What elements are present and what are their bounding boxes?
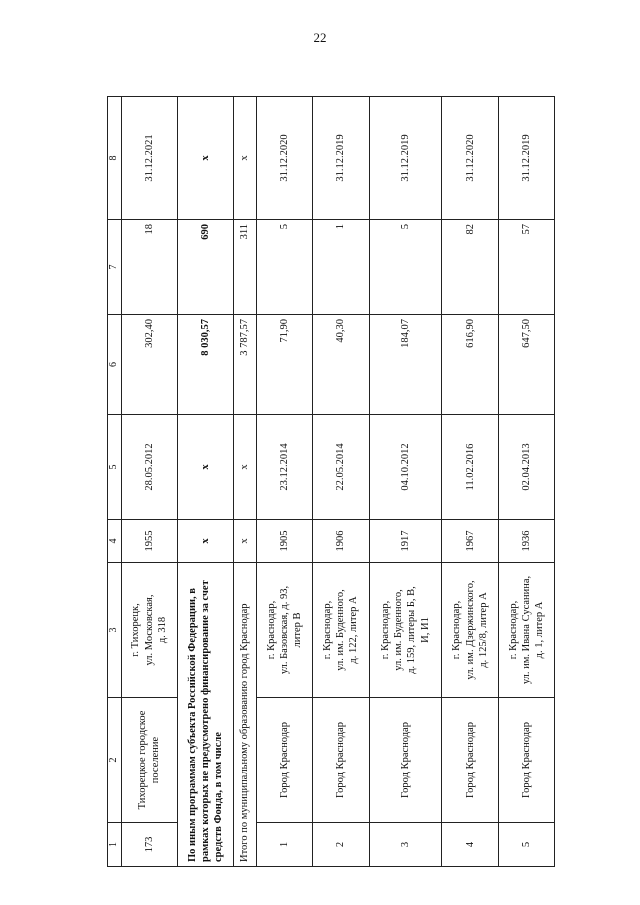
address-line: ул. им. Ивана Сусанина, [520, 575, 532, 685]
plan-date: 31.12.2020 [442, 97, 498, 220]
address-line: ул. Московская, [143, 594, 155, 666]
address-line: ул. им. Буденного, [335, 589, 347, 671]
address [369, 563, 442, 698]
table-container [107, 97, 555, 867]
address-line: литер В [292, 612, 304, 648]
row-number: 4 [442, 823, 498, 867]
table-row [369, 97, 442, 867]
area: 184,07 [369, 315, 442, 415]
plan-date: x [234, 97, 257, 220]
build-year: 1906 [313, 520, 369, 563]
address-line: ул. Базовская, д. 93, [279, 585, 291, 675]
area: 616,90 [442, 315, 498, 415]
area: 40,30 [313, 315, 369, 415]
address-line: д. 318 [156, 616, 168, 644]
area: 71,90 [257, 315, 313, 415]
header-cell: 3 [108, 563, 122, 698]
recognition-date: x [234, 415, 257, 520]
address-line: д. 125/8, литер А [477, 592, 489, 668]
people-count: 690 [177, 220, 233, 315]
area: 3 787,57 [234, 315, 257, 415]
address [498, 563, 554, 698]
header-cell: 4 [108, 520, 122, 563]
plan-date: 31.12.2019 [369, 97, 442, 220]
address-line: г. Краснодар, [507, 600, 519, 660]
plan-date: 31.12.2021 [121, 97, 177, 220]
address-line: г. Краснодар, [265, 600, 277, 660]
build-year: 1917 [369, 520, 442, 563]
row-number: 1 [257, 823, 313, 867]
area: 302,40 [121, 315, 177, 415]
header-cell: 6 [108, 315, 122, 415]
address-line: г. Краснодар, [322, 600, 334, 660]
build-year: 1955 [121, 520, 177, 563]
table-row [313, 97, 369, 867]
plan-date: 31.12.2020 [257, 97, 313, 220]
build-year: x [234, 520, 257, 563]
resettlement-table [107, 96, 555, 867]
row-number: 3 [369, 823, 442, 867]
build-year: 1905 [257, 520, 313, 563]
municipality: Город Краснодар [313, 698, 369, 823]
recognition-date: 02.04.2013 [498, 415, 554, 520]
address [257, 563, 313, 698]
area: 647,50 [498, 315, 554, 415]
people-count: 5 [369, 220, 442, 315]
people-count: 5 [257, 220, 313, 315]
plan-date: 31.12.2019 [313, 97, 369, 220]
header-cell: 5 [108, 415, 122, 520]
table-row [121, 97, 177, 867]
area: 8 030,57 [177, 315, 233, 415]
row-number: 2 [313, 823, 369, 867]
build-year: 1936 [498, 520, 554, 563]
municipality: Город Краснодар [257, 698, 313, 823]
recognition-date: 23.12.2014 [257, 415, 313, 520]
header-cell: 1 [108, 823, 122, 867]
recognition-date: x [177, 415, 233, 520]
address [121, 563, 177, 698]
section-title: По иным программам субъекта Российской Федерации, в рамках которых не предусмотрено финансирование за счет средств Фонда, в том числе [177, 563, 233, 867]
header-cell: 8 [108, 97, 122, 220]
recognition-date: 11.02.2016 [442, 415, 498, 520]
recognition-date: 04.10.2012 [369, 415, 442, 520]
recognition-date: 22.05.2014 [313, 415, 369, 520]
address-line: г. Краснодар, [451, 600, 463, 660]
municipality: Тихорецкое городское поселение [121, 698, 177, 823]
row-number: 173 [121, 823, 177, 867]
page-number: 22 [313, 30, 327, 45]
plan-date: x [177, 97, 233, 220]
header-row [108, 97, 122, 867]
build-year: 1967 [442, 520, 498, 563]
people-count: 57 [498, 220, 554, 315]
municipality: Город Краснодар [369, 698, 442, 823]
municipality: Город Краснодар [498, 698, 554, 823]
address-line: д. 122, литер А [348, 596, 360, 664]
header-cell: 2 [108, 698, 122, 823]
address-line: д. 1, литер А [533, 601, 545, 659]
table-row [498, 97, 554, 867]
subtotal-row [234, 97, 257, 867]
plan-date: 31.12.2019 [498, 97, 554, 220]
header-cell: 7 [108, 220, 122, 315]
address [442, 563, 498, 698]
rotated-table-frame [107, 97, 555, 867]
address [313, 563, 369, 698]
recognition-date: 28.05.2012 [121, 415, 177, 520]
people-count: 82 [442, 220, 498, 315]
table-row [442, 97, 498, 867]
address-line: ул. им. Дзержинского, [464, 580, 476, 680]
municipality: Город Краснодар [442, 698, 498, 823]
row-number: 5 [498, 823, 554, 867]
table-row [257, 97, 313, 867]
build-year: x [177, 520, 233, 563]
people-count: 311 [234, 220, 257, 315]
people-count: 18 [121, 220, 177, 315]
address-line: г. Краснодар, [380, 600, 392, 660]
address-line: г. Тихорецк, [130, 603, 142, 657]
address-line: ул. им. Буденного, [393, 589, 405, 671]
subtotal-title: Итого по муниципальному образованию город Краснодар [234, 563, 257, 867]
address-line: д. 159, литеры Б, В, [406, 586, 418, 674]
section-row [177, 97, 233, 867]
address-line: И, И1 [419, 617, 431, 643]
people-count: 1 [313, 220, 369, 315]
